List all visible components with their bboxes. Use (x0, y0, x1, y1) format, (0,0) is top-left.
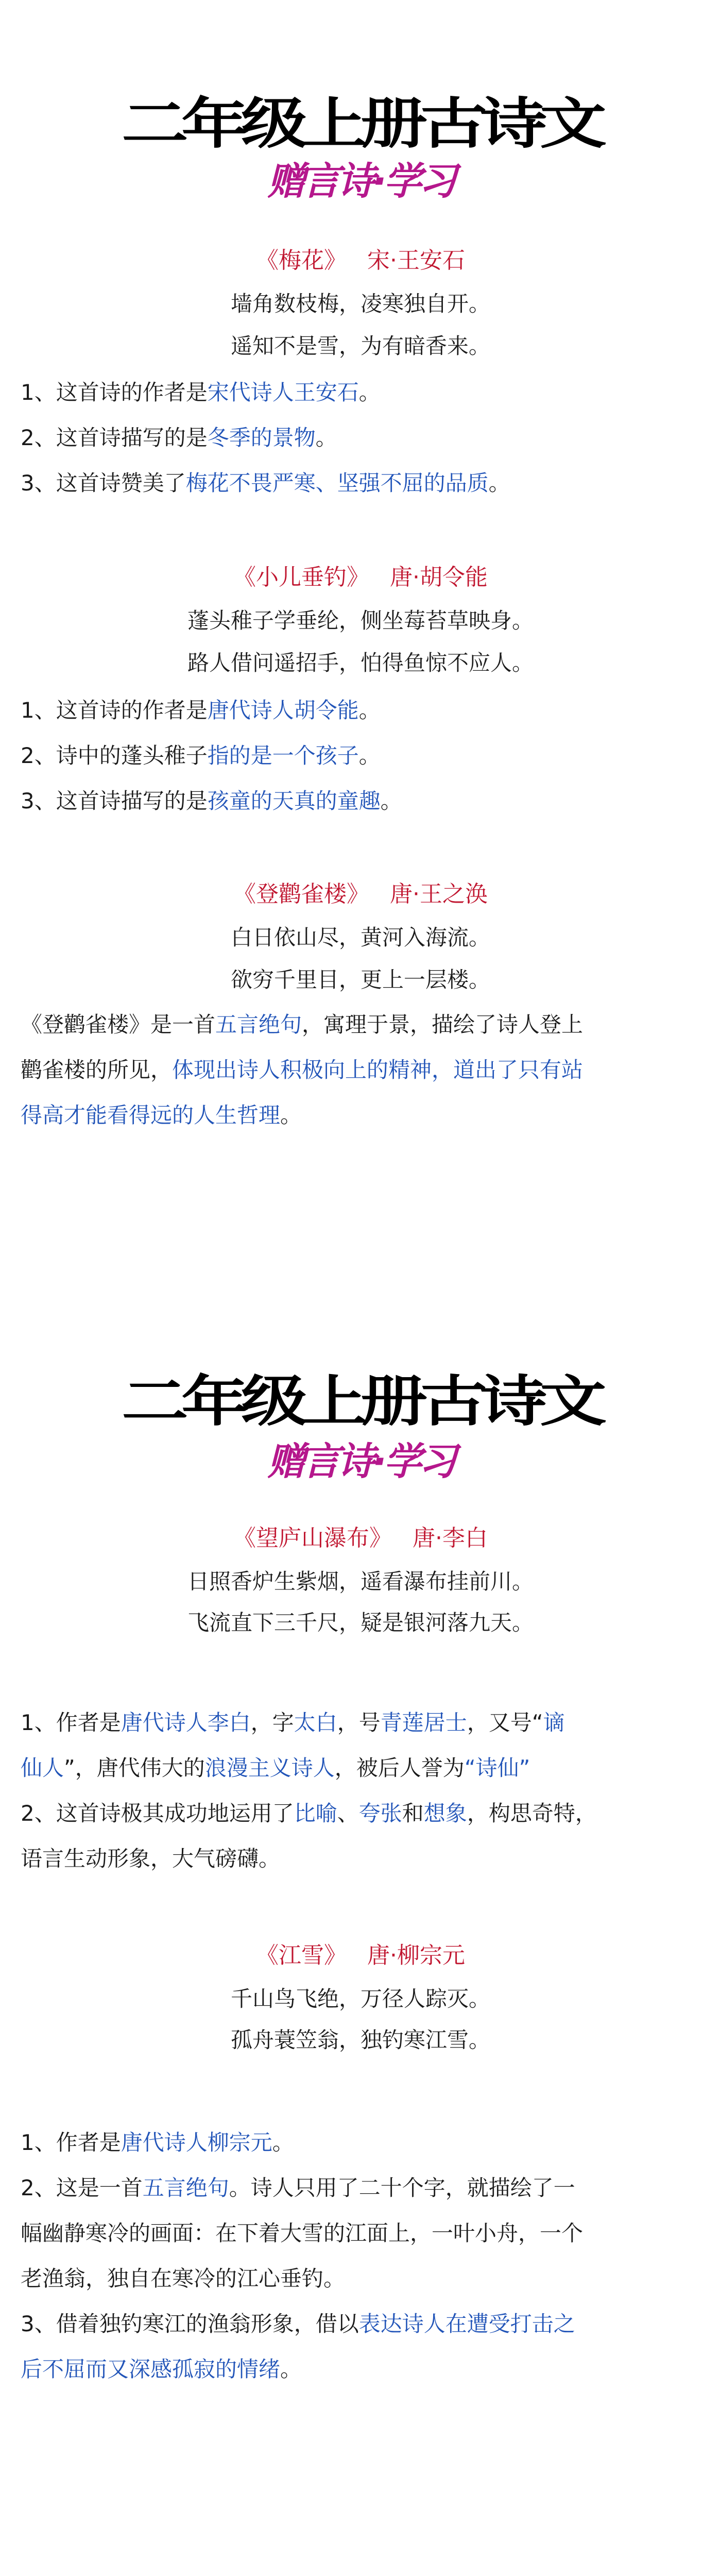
poem-verse: 白日依山尽，黄河入海流。 (230, 925, 490, 950)
note-highlight: 想象 (423, 1801, 467, 1826)
note-text: 语言生动形象，大气磅礴。 (21, 1846, 281, 1871)
note-line (21, 2120, 690, 2165)
note-text: 。 (280, 1103, 302, 1128)
note-line (21, 1700, 690, 1745)
poem-notes (21, 688, 690, 824)
note-highlight: 表达诗人在遭受打击之 (358, 2311, 575, 2336)
note-highlight: 仙人 (21, 1755, 64, 1781)
note-text: 《登鹳雀楼》是一首 (21, 1012, 216, 1037)
note-text: 。 (358, 743, 381, 768)
poem-title: 《江雪》 (256, 1942, 347, 1969)
poem-title: 《登鹳雀楼》 (233, 881, 369, 907)
poem-author: 唐·王之涣 (390, 881, 488, 907)
note-text: ”，唐代伟大的 (64, 1755, 205, 1781)
note-highlight: 梅花不畏严寒、坚强不屈的品质 (185, 470, 489, 496)
poem-title-line (0, 881, 721, 908)
note-highlight: “诗仙” (464, 1755, 530, 1781)
note-highlight: 冬季的景物 (207, 425, 316, 450)
poem-verse: 遥知不是雪，为有暗香来。 (230, 333, 490, 359)
poem-verse: 欲穷千里目，更上一层楼。 (230, 967, 490, 992)
note-highlight: 体现出诗人积极向上的精神，道出了只有站 (172, 1057, 583, 1082)
poem-notes (21, 2120, 690, 2392)
poem-title: 《望庐山瀑布》 (233, 1525, 392, 1551)
note-text: 1、这首诗的作者是 (21, 380, 208, 405)
note-text: 和 (402, 1801, 424, 1826)
poem-title-line (0, 1942, 721, 1970)
poem-author: 唐·胡令能 (390, 564, 488, 590)
note-text: 1、作者是 (21, 1710, 121, 1735)
note-line (21, 1791, 690, 1836)
note-highlight: 太白 (294, 1710, 337, 1735)
note-line (21, 2301, 690, 2347)
note-text: ，构思奇特， (467, 1801, 597, 1826)
note-highlight: 五言绝句 (215, 1012, 302, 1037)
poem-author: 唐·柳宗元 (367, 1942, 465, 1969)
poem-verse: 墙角数枝梅，凌寒独自开。 (230, 291, 490, 316)
note-highlight: 指的是一个孩子 (207, 743, 359, 768)
note-text: 2、这是一首 (21, 2175, 143, 2200)
note-line (21, 461, 690, 506)
note-text: 3、这首诗描写的是 (21, 788, 208, 814)
note-highlight: 唐代诗人李白 (121, 1710, 251, 1735)
note-text: 2、这首诗描写的是 (21, 425, 208, 450)
note-line (21, 1093, 690, 1138)
note-highlight: 唐代诗人胡令能 (207, 698, 359, 723)
poem-verse: 飞流直下三千尺，疑是银河落九天。 (187, 1610, 534, 1635)
note-line (21, 1836, 690, 1882)
note-text: 老渔翁，独自在寒冷的江心垂钓。 (21, 2266, 346, 2291)
note-highlight: 后不屈而又深感孤寂的情绪 (21, 2357, 281, 2382)
poem-notes (21, 1002, 690, 1138)
poem-title-line (0, 1525, 721, 1552)
note-line (21, 1002, 690, 1047)
note-text: 3、这首诗赞美了 (21, 470, 186, 496)
note-text: 鹳雀楼的所见， (21, 1057, 173, 1082)
note-line (21, 688, 690, 733)
note-text: 。 (272, 2130, 294, 2155)
poem-title-line (0, 247, 721, 275)
note-text: ，寓理于景，描绘了诗人登上 (302, 1012, 583, 1037)
poem-author: 宋·王安石 (367, 247, 465, 274)
note-text: 。 (358, 380, 381, 405)
poem-notes (21, 370, 690, 506)
note-text: 2、这首诗极其成功地运用了 (21, 1801, 294, 1826)
note-text: 。 (280, 2357, 302, 2382)
poem-verse: 路人借问遥招手，怕得鱼惊不应人。 (187, 650, 534, 675)
note-text: 。诗人只用了二十个字，就描绘了一 (229, 2175, 575, 2200)
poem-title-line (0, 564, 721, 591)
section-heading: 赠言诗·学习 (267, 159, 454, 204)
note-text: 1、这首诗的作者是 (21, 698, 208, 723)
note-text: 。 (358, 698, 381, 723)
note-highlight: 唐代诗人柳宗元 (121, 2130, 272, 2155)
note-text: 、 (337, 1801, 359, 1826)
note-text: 2、诗中的蓬头稚子 (21, 743, 208, 768)
note-line (21, 2211, 690, 2256)
note-line (21, 2347, 690, 2392)
note-text: 1、作者是 (21, 2130, 121, 2155)
poem-title: 《小儿垂钓》 (233, 564, 369, 590)
note-text: ，被后人誉为 (334, 1755, 465, 1781)
note-text: 。 (380, 788, 402, 814)
note-text: 幅幽静寒冷的画面：在下着大雪的江面上，一叶小舟，一个 (21, 2221, 583, 2246)
note-line (21, 2165, 690, 2211)
note-line (21, 1745, 690, 1791)
note-line (21, 2256, 690, 2301)
note-highlight: 得高才能看得远的人生哲理 (21, 1103, 281, 1128)
note-text: ，字 (250, 1710, 294, 1735)
note-highlight: 宋代诗人王安石 (207, 380, 359, 405)
note-highlight: 孩童的天真的童趣 (207, 788, 381, 814)
note-text: 3、借着独钓寒江的渔翁形象，借以 (21, 2311, 359, 2336)
note-text: 。 (315, 425, 337, 450)
poem-verse: 孤舟蓑笠翁，独钓寒江雪。 (230, 2027, 490, 2053)
section-heading: 赠言诗·学习 (267, 1439, 454, 1484)
note-line (21, 370, 690, 415)
poem-author: 唐·李白 (413, 1525, 488, 1551)
note-highlight: 五言绝句 (142, 2175, 229, 2200)
note-highlight: 谪 (543, 1710, 565, 1735)
note-highlight: 比喻 (294, 1801, 337, 1826)
note-text: ，又号“ (467, 1710, 543, 1735)
poem-verse: 蓬头稚子学垂纶，侧坐莓苔草映身。 (187, 608, 534, 633)
poem-verse: 日照香炉生紫烟，遥看瀑布挂前川。 (187, 1569, 534, 1594)
note-text: 。 (488, 470, 510, 496)
poem-title: 《梅花》 (256, 247, 347, 274)
poem-verse: 千山鸟飞绝，万径人踪灭。 (230, 1986, 490, 2011)
note-line (21, 733, 690, 778)
page-title: 二年级上册古诗文 (121, 91, 599, 156)
note-line (21, 1047, 690, 1093)
note-highlight: 浪漫主义诗人 (204, 1755, 335, 1781)
note-text: ，号 (337, 1710, 381, 1735)
note-highlight: 夸张 (358, 1801, 402, 1826)
poem-notes (21, 1700, 690, 1882)
note-line (21, 778, 690, 824)
note-line (21, 415, 690, 461)
page-title: 二年级上册古诗文 (121, 1369, 599, 1434)
note-highlight: 青莲居士 (380, 1710, 467, 1735)
